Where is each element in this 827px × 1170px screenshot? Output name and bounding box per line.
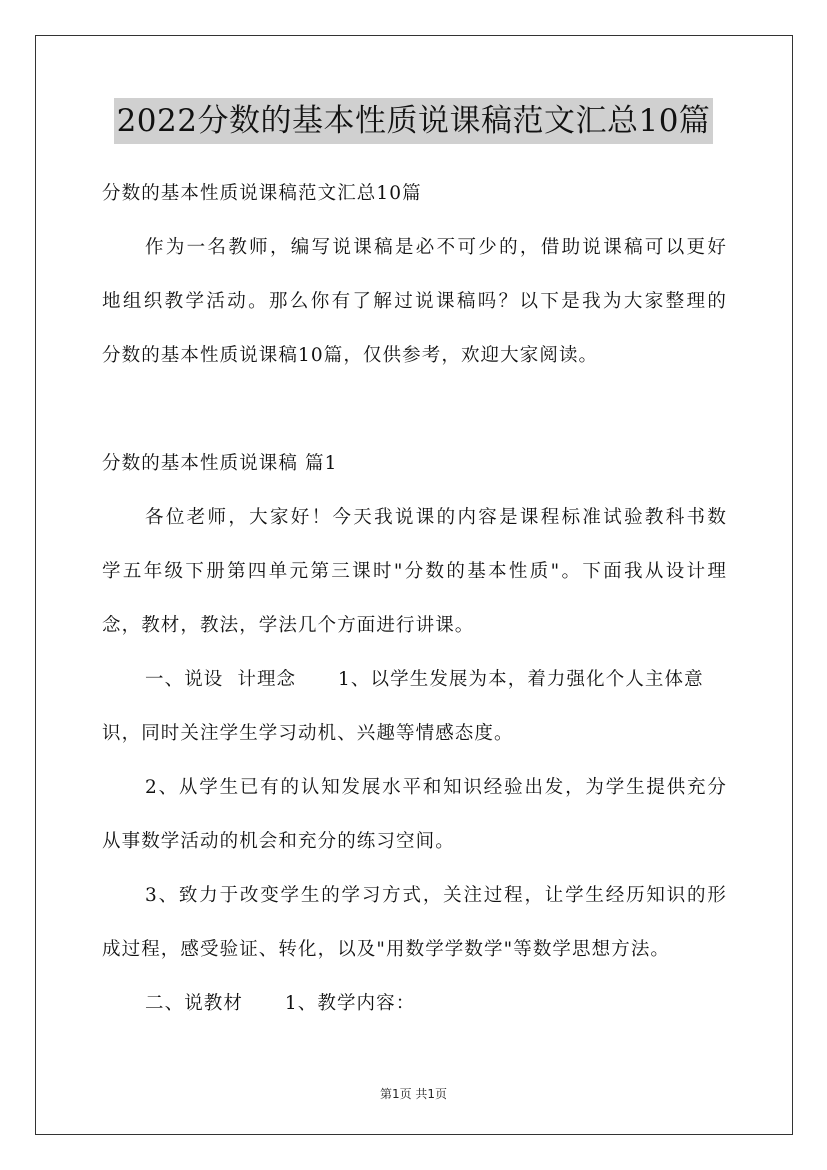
body-line-3: 念，教材，教法，学法几个方面进行讲课。 — [102, 615, 475, 636]
subtitle: 分数的基本性质说课稿范文汇总10篇 — [102, 183, 422, 204]
body-line-5: 识，同时关注学生学习动机、兴趣等情感态度。 — [102, 723, 514, 744]
intro-line-1: 作为一名教师，编写说课稿是必不可少的，借助说课稿可以更好 — [145, 237, 727, 258]
body-line-6: 2、从学生已有的认知发展水平和知识经验出发，为学生提供充分 — [145, 777, 727, 798]
body-line-4: 一、说设 计理念 1、以学生发展为本，着力强化个人主体意 — [145, 669, 704, 690]
body-line-7: 从事数学活动的机会和充分的练习空间。 — [102, 831, 455, 852]
body-line-10: 二、说教材 1、教学内容： — [145, 993, 416, 1014]
body-line-1: 各位老师，大家好！今天我说课的内容是课程标准试验教科书数 — [145, 507, 727, 528]
body-line-9: 成过程，感受验证、转化，以及"用数学学数学"等数学思想方法。 — [102, 939, 671, 960]
intro-line-2: 地组织教学活动。那么你有了解过说课稿吗？以下是我为大家整理的 — [102, 291, 727, 312]
page-footer: 第1页 共1页 — [379, 1087, 448, 1101]
body-line-2: 学五年级下册第四单元第三课时"分数的基本性质"。下面我从设计理 — [102, 561, 727, 582]
document-title: 2022分数的基本性质说课稿范文汇总10篇 — [114, 98, 714, 144]
section-heading: 分数的基本性质说课稿 篇1 — [102, 453, 338, 474]
title-container — [0, 98, 827, 144]
body-line-8: 3、致力于改变学生的学习方式，关注过程，让学生经历知识的形 — [145, 885, 727, 906]
intro-line-3: 分数的基本性质说课稿10篇，仅供参考，欢迎大家阅读。 — [102, 345, 599, 366]
